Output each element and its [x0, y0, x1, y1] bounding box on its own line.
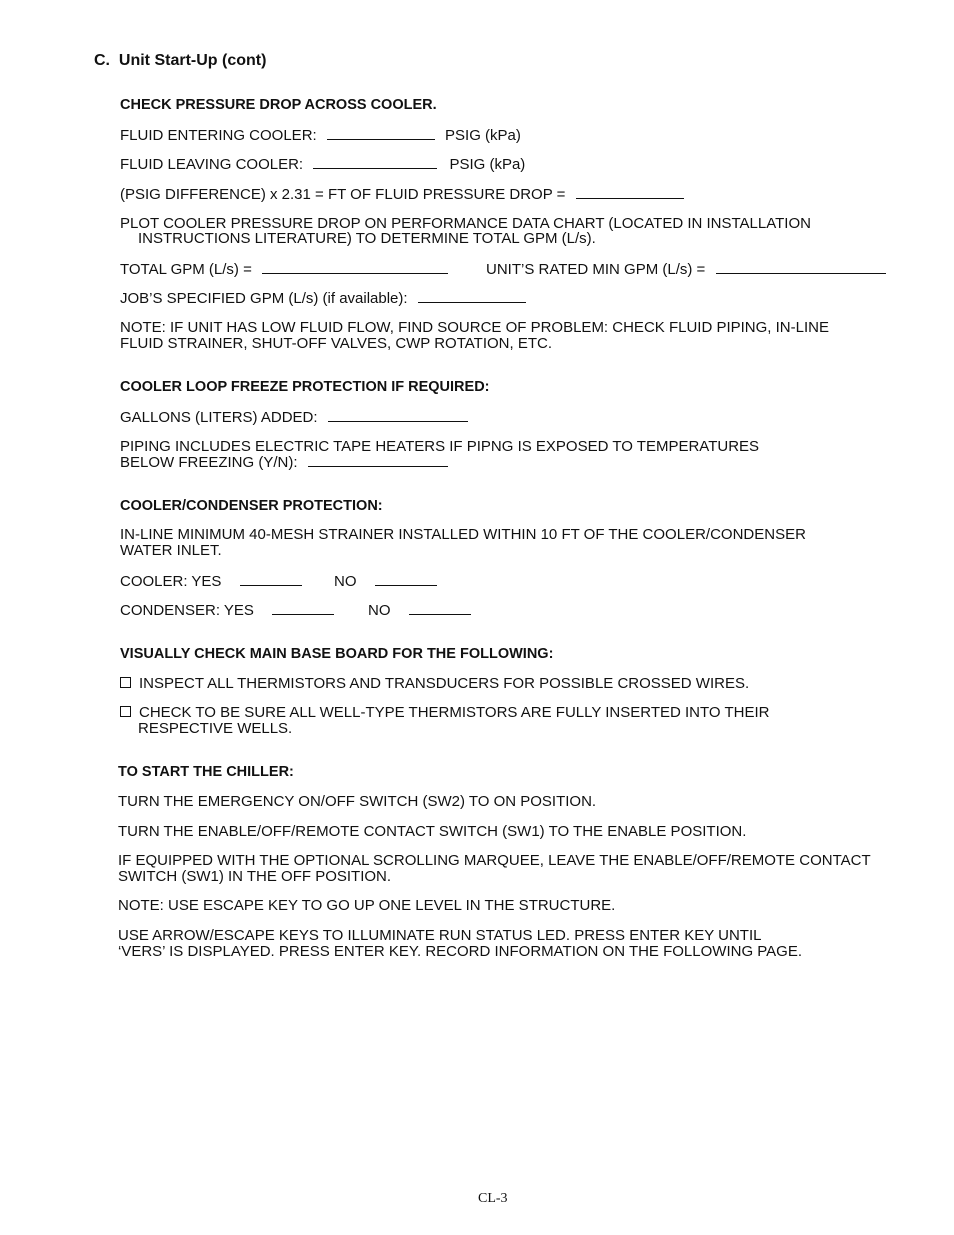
condenser-no-row	[368, 602, 471, 619]
tape-heaters-line2: BELOW FREEZING (Y/N):	[120, 454, 298, 471]
well-thermistor-label-line2: RESPECTIVE WELLS.	[138, 720, 293, 737]
strainer-line1: IN-LINE MINIMUM 40-MESH STRAINER INSTALLED WITHIN 10 FT OF THE COOLER/CONDENSER	[120, 526, 806, 543]
start-step-emergency-switch: TURN THE EMERGENCY ON/OFF SWITCH (SW2) TO ON POSITION.	[118, 793, 597, 810]
tape-heaters-line1: PIPING INCLUDES ELECTRIC TAPE HEATERS IF PIPNG IS EXPOSED TO TEMPERATURES	[120, 438, 760, 455]
tape-heaters-row	[120, 454, 448, 471]
fluid-entering-field[interactable]	[327, 127, 435, 140]
total-gpm-label: TOTAL GPM (L/s) =	[120, 261, 252, 278]
fluid-leaving-row	[120, 156, 525, 173]
freeze-protection-heading: COOLER LOOP FREEZE PROTECTION IF REQUIRED:	[120, 379, 490, 395]
base-board-heading: VISUALLY CHECK MAIN BASE BOARD FOR THE FOLLOWING:	[120, 646, 554, 662]
pressure-drop-heading: CHECK PRESSURE DROP ACROSS COOLER.	[120, 97, 437, 113]
cooler-no-row	[334, 573, 437, 590]
thermistor-check-label: INSPECT ALL THERMISTORS AND TRANSDUCERS FOR POSSIBLE CROSSED WIRES.	[139, 675, 750, 692]
fluid-entering-row	[120, 127, 521, 144]
strainer-line2: WATER INLET.	[120, 542, 222, 559]
start-step-enable-switch: TURN THE ENABLE/OFF/REMOTE CONTACT SWITCH (SW1) TO THE ENABLE POSITION.	[118, 823, 747, 840]
condenser-yes-label: CONDENSER: YES	[120, 602, 254, 619]
cooler-yes-label: COOLER: YES	[120, 573, 222, 590]
start-step-vers-line1: USE ARROW/ESCAPE KEYS TO ILLUMINATE RUN STATUS LED. PRESS ENTER KEY UNTIL	[118, 927, 762, 944]
tape-heaters-field[interactable]	[308, 454, 448, 467]
section-heading	[94, 52, 266, 70]
specified-gpm-label: JOB’S SPECIFIED GPM (L/s) (if available):	[120, 290, 408, 307]
plot-instruction-line2: INSTRUCTIONS LITERATURE) TO DETERMINE TOTAL GPM (L/s).	[138, 230, 596, 247]
plot-instruction-line1: PLOT COOLER PRESSURE DROP ON PERFORMANCE DATA CHART (LOCATED IN INSTALLATION	[120, 215, 811, 232]
total-gpm-field[interactable]	[262, 261, 448, 274]
escape-key-note: NOTE: USE ESCAPE KEY TO GO UP ONE LEVEL IN THE STRUCTURE.	[118, 897, 616, 914]
cooler-yes-row	[120, 573, 302, 590]
fluid-leaving-field[interactable]	[313, 156, 437, 169]
section-title: Unit Start-Up (cont)	[118, 52, 267, 69]
well-thermistor-label-line1: CHECK TO BE SURE ALL WELL-TYPE THERMISTORS ARE FULLY INSERTED INTO THEIR	[139, 704, 770, 721]
condenser-no-label: NO	[368, 602, 391, 619]
low-flow-note-line2: FLUID STRAINER, SHUT-OFF VALVES, CWP ROTATION, ETC.	[120, 335, 552, 352]
total-gpm-row	[120, 261, 448, 278]
specified-gpm-row	[120, 290, 526, 307]
gallons-added-field[interactable]	[328, 409, 468, 422]
pressure-difference-row	[120, 186, 684, 203]
fluid-entering-label: FLUID ENTERING COOLER:	[120, 127, 317, 144]
fluid-leaving-label: FLUID LEAVING COOLER:	[120, 156, 304, 173]
page-number: CL-3	[478, 1191, 508, 1206]
pressure-difference-label: (PSIG DIFFERENCE) x 2.31 = FT OF FLUID PRESSURE DROP =	[120, 186, 566, 203]
thermistor-checkbox[interactable]	[120, 677, 131, 688]
pressure-difference-field[interactable]	[576, 186, 684, 199]
fluid-leaving-unit: PSIG (kPa)	[449, 156, 526, 173]
rated-min-gpm-row	[486, 261, 886, 278]
well-thermistor-checkbox[interactable]	[120, 706, 131, 717]
low-flow-note-line1: NOTE: IF UNIT HAS LOW FLUID FLOW, FIND SOURCE OF PROBLEM: CHECK FLUID PIPING, IN-LINE	[120, 319, 829, 336]
start-step-marquee-line2: SWITCH (SW1) IN THE OFF POSITION.	[118, 868, 392, 885]
fluid-entering-unit: PSIG (kPa)	[445, 127, 521, 144]
condenser-yes-field[interactable]	[272, 602, 334, 615]
cooler-yes-field[interactable]	[240, 573, 302, 586]
condenser-yes-row	[120, 602, 334, 619]
section-label: C.	[94, 52, 110, 69]
rated-min-gpm-field[interactable]	[716, 261, 886, 274]
condenser-no-field[interactable]	[409, 602, 471, 615]
well-thermistor-item	[120, 705, 769, 721]
specified-gpm-field[interactable]	[418, 290, 526, 303]
cooler-no-label: NO	[334, 573, 357, 590]
start-chiller-heading: TO START THE CHILLER:	[118, 764, 294, 780]
start-step-vers-line2: ‘VERS’ IS DISPLAYED. PRESS ENTER KEY. RECORD INFORMATION ON THE FOLLOWING PAGE.	[118, 943, 803, 960]
cooler-no-field[interactable]	[375, 573, 437, 586]
start-step-marquee-line1: IF EQUIPPED WITH THE OPTIONAL SCROLLING MARQUEE, LEAVE THE ENABLE/OFF/REMOTE CONTACT	[118, 852, 871, 869]
cooler-condenser-protection-heading: COOLER/CONDENSER PROTECTION:	[120, 498, 383, 514]
thermistor-check-item	[120, 676, 749, 692]
gallons-added-row	[120, 409, 468, 426]
gallons-added-label: GALLONS (LITERS) ADDED:	[120, 409, 318, 426]
rated-min-gpm-label: UNIT’S RATED MIN GPM (L/s) =	[486, 261, 706, 278]
